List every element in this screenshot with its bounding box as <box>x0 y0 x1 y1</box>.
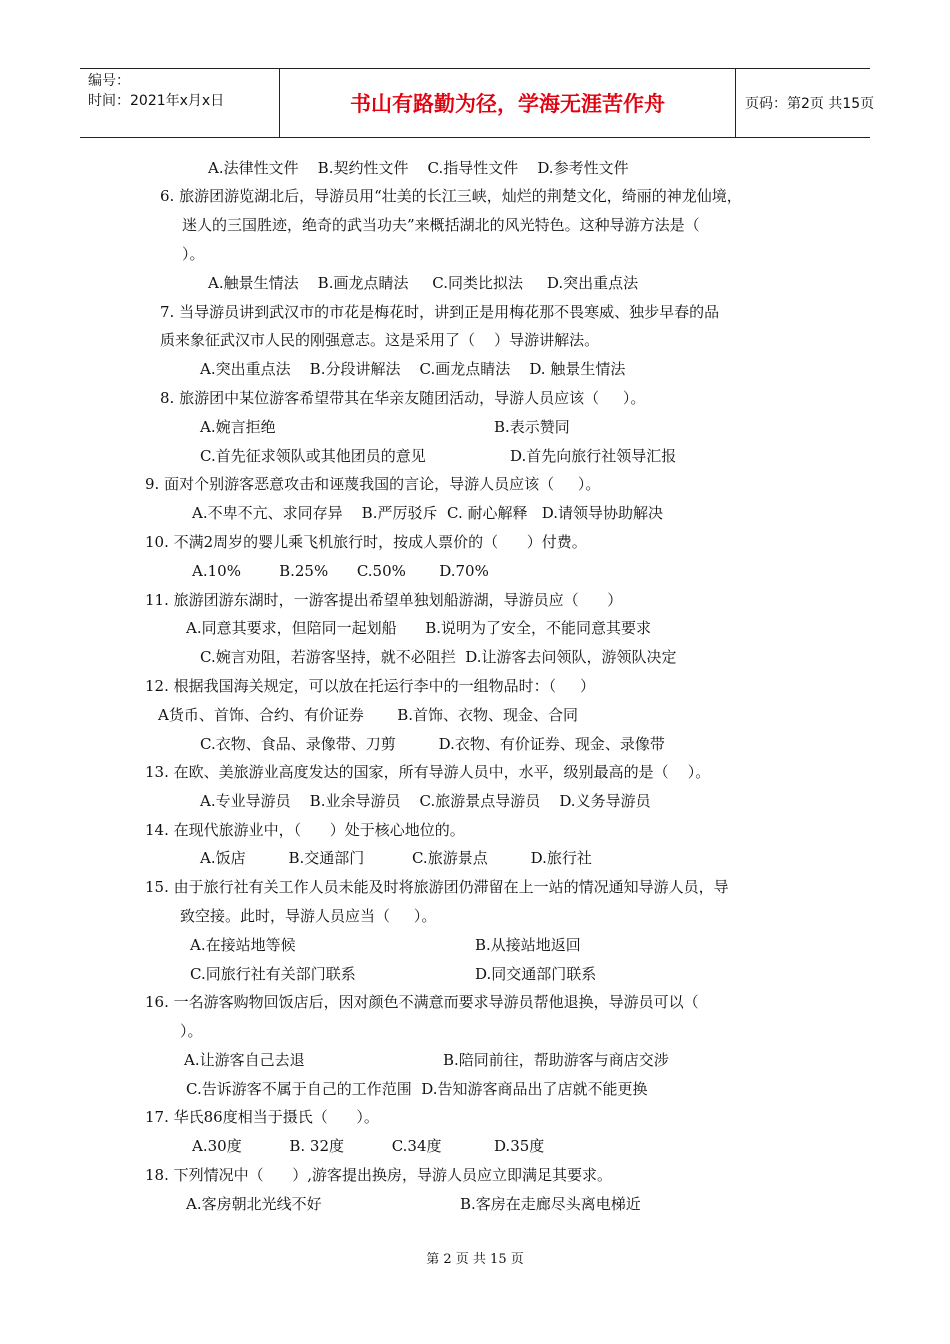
text-line: D.同交通部门联系 <box>475 965 597 983</box>
text-line: C.衣物、食品、录像带、刀剪 D.衣物、有价证券、现金、录像带 <box>200 735 665 753</box>
text-line: A.婉言拒绝 <box>200 418 276 436</box>
text-line: A.客房朝北光线不好 <box>186 1195 322 1213</box>
text-line: 16. 一名游客购物回饭店后，因对颜色不满意而要求导游员帮他退换，导游员可以（ <box>145 993 699 1011</box>
text-line: A.突出重点法 B.分段讲解法 C.画龙点睛法 D. 触景生情法 <box>200 360 626 378</box>
header-meta <box>80 69 280 137</box>
text-line: B.从接站地返回 <box>475 936 581 954</box>
text-line: A货币、首饰、合约、有价证券 B.首饰、衣物、现金、合同 <box>158 706 579 724</box>
text-line: 迷人的三国胜迹，绝奇的武当功夫”来概括湖北的风光特色。这种导游方法是（ <box>182 216 700 234</box>
text-line: C.首先征求领队或其他团员的意见 <box>200 447 426 465</box>
number-label: 编号： <box>88 73 130 89</box>
text-line: A.饭店 B.交通部门 C.旅游景点 D.旅行社 <box>200 849 592 867</box>
text-line: 13. 在欧、美旅游业高度发达的国家，所有导游人员中，水平，级别最高的是（ ）。 <box>145 763 711 781</box>
text-line: D.首先向旅行社领导汇报 <box>510 447 677 465</box>
text-line: C.婉言劝阻，若游客坚持，就不必阻拦 D.让游客去问领队，游领队决定 <box>200 648 677 666</box>
text-line: 14. 在现代旅游业中，（ ）处于核心地位的。 <box>145 821 465 839</box>
text-line: 9. 面对个别游客恶意攻击和诬蔑我国的言论，导游人员应该（ ）。 <box>145 475 601 493</box>
text-line: A.法律性文件 B.契约性文件 C.指导性文件 D.参考性文件 <box>208 159 629 177</box>
page-header <box>80 68 875 138</box>
time-label: 时间：2021年x月x日 <box>88 93 225 109</box>
text-line: 6. 旅游团游览湖北后，导游员用“壮美的长江三峡，灿烂的荆楚文化，绮丽的神龙仙境， <box>160 187 742 205</box>
text-line: 10. 不满2周岁的婴儿乘飞机旅行时，按成人票价的（ ）付费。 <box>145 533 587 551</box>
text-line: 12. 根据我国海关规定，可以放在托运行李中的一组物品时：（ ） <box>145 677 595 695</box>
text-line: 质来象征武汉市人民的刚强意志。这是采用了（ ）导游讲解法。 <box>160 331 600 349</box>
text-line: A.触景生情法 B.画龙点睛法 C.同类比拟法 D.突出重点法 <box>208 274 639 292</box>
text-line: A.10% B.25% C.50% D.70% <box>192 562 489 580</box>
text-line: 致空接。此时，导游人员应当（ ）。 <box>180 907 437 925</box>
text-line: 17. 华氏86度相当于摄氏（ ）。 <box>145 1108 379 1126</box>
text-line: A.专业导游员 B.业余导游员 C.旅游景点导游员 D.义务导游员 <box>200 792 651 810</box>
text-line: A.30度 B. 32度 C.34度 D.35度 <box>192 1137 545 1155</box>
text-line: 7. 当导游员讲到武汉市的市花是梅花时，讲到正是用梅花那不畏寒威、独步早春的品 <box>160 303 720 321</box>
text-line: B.表示赞同 <box>494 418 570 436</box>
text-line: B.陪同前往，帮助游客与商店交涉 <box>443 1051 669 1069</box>
text-line: A.不卑不亢、求同存异 B.严厉驳斥 C. 耐心解释 D.请领导协助解决 <box>192 504 664 522</box>
text-line: ）。 <box>180 1022 203 1040</box>
header-page-label: 页码：第2页 共15页 <box>745 96 875 112</box>
text-line: 11. 旅游团游东湖时，一游客提出希望单独划船游湖，导游员应（ ） <box>145 591 623 609</box>
text-line: 8. 旅游团中某位游客希望带其在华亲友随团活动，导游人员应该（ ）。 <box>160 389 646 407</box>
text-line: A.在接站地等候 <box>190 936 296 954</box>
header-motto: 书山有路勤为径，学海无涯苦作舟 <box>280 69 736 137</box>
text-line: C.同旅行社有关部门联系 <box>190 965 356 983</box>
page-footer: 第 2 页 共 15 页 <box>426 1252 524 1267</box>
text-line: B.客房在走廊尽头离电梯近 <box>460 1195 641 1213</box>
text-line: A.让游客自己去退 <box>184 1051 305 1069</box>
text-line: 18. 下列情况中（ ）,游客提出换房，导游人员应立即满足其要求。 <box>145 1166 613 1184</box>
text-line: 15. 由于旅行社有关工作人员未能及时将旅游团仍滞留在上一站的情况通知导游人员，导 <box>145 878 729 896</box>
text-line: C.告诉游客不属于自己的工作范围 D.告知游客商品出了店就不能更换 <box>186 1080 648 1098</box>
text-line: ）。 <box>182 245 205 263</box>
text-line: A.同意其要求，但陪同一起划船 B.说明为了安全，不能同意其要求 <box>186 619 652 637</box>
